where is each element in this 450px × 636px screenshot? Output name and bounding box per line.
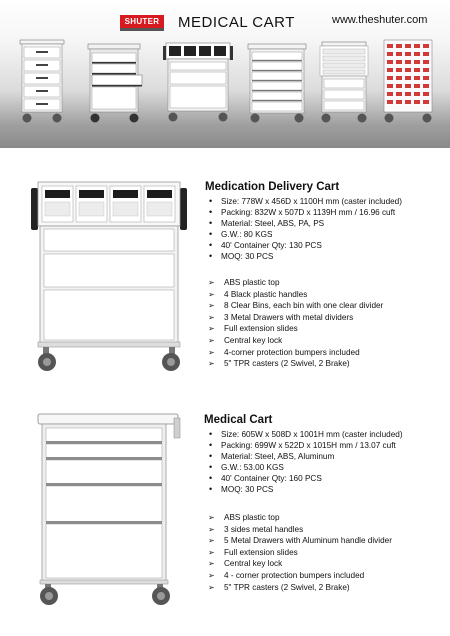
medication-delivery-cart-icon [30, 180, 188, 374]
spec-item: • Size: 605W x 508D x 1001H mm (caster included) [208, 429, 403, 440]
cart-pegboard-icon[interactable] [380, 38, 436, 124]
feature-item: ➢ Full extension slides [208, 547, 392, 559]
feature-item: ➢ Central key lock [208, 335, 383, 347]
banner-title: MEDICAL CART [178, 14, 295, 31]
feature-item: ➢ 4 Black plastic handles [208, 289, 383, 301]
feature-item: ➢ ABS plastic top [208, 277, 383, 289]
feature-item: ➢ 5" TPR casters (2 Swivel, 2 Brake) [208, 358, 383, 370]
feature-item: ➢ 3 sides metal handles [208, 524, 392, 536]
spec-item: • MOQ: 30 PCS [208, 251, 402, 262]
spec-item: • Material: Steel, ABS, PA, PS [208, 218, 402, 229]
feature-item: ➢ 5 Metal Drawers with Aluminum handle divider [208, 535, 392, 547]
header-banner [0, 0, 450, 148]
feature-item: ➢ Central key lock [208, 558, 392, 570]
cart-open-drawer-icon[interactable] [84, 42, 146, 124]
feature-item: ➢ 8 Clear Bins, each bin with one clear divider [208, 300, 383, 312]
spec-item: • Material: Steel, ABS, Aluminum [208, 451, 403, 462]
spec-item: • Size: 778W x 456D x 1100H mm (caster included) [208, 196, 402, 207]
product-name: Medical Cart [204, 414, 273, 426]
cart-bin-rail-icon[interactable] [316, 40, 372, 124]
spec-item: • MOQ: 30 PCS [208, 484, 403, 495]
cart-bin-top-icon[interactable] [162, 40, 234, 124]
spec-item: • 40' Container Qty: 130 PCS [208, 240, 402, 251]
feature-list [208, 512, 392, 593]
spec-list [208, 429, 403, 496]
cart-5-drawer-icon[interactable] [18, 38, 66, 124]
spec-list [208, 196, 402, 263]
feature-item: ➢ Full extension slides [208, 323, 383, 335]
feature-item: ➢ 4-corner protection bumpers included [208, 347, 383, 359]
spec-item: • Packing: 832W x 507D x 1139H mm / 16.96 cuft [208, 207, 402, 218]
spec-item: • Packing: 699W x 522D x 1015H mm / 13.07 cuft [208, 440, 403, 451]
brand-logo-tagline-bar [120, 28, 164, 31]
feature-item: ➢ 4 - corner protection bumpers included [208, 570, 392, 582]
feature-list [208, 277, 383, 370]
feature-item: ➢ ABS plastic top [208, 512, 392, 524]
medical-cart-icon [32, 410, 188, 606]
spec-item: • G.W.: 80 KGS [208, 229, 402, 240]
feature-item: ➢ 3 Metal Drawers with metal dividers [208, 312, 383, 324]
brand-logo: SHUTER [120, 15, 164, 28]
website-url[interactable]: www.theshuter.com [332, 14, 428, 26]
cart-6-drawer-icon[interactable] [244, 42, 310, 124]
spec-item: • G.W.: 53.00 KGS [208, 462, 403, 473]
spec-item: • 40' Container Qty: 160 PCS [208, 473, 403, 484]
product-name: Medication Delivery Cart [205, 181, 340, 193]
feature-item: ➢ 5" TPR casters (2 Swivel, 2 Brake) [208, 582, 392, 594]
